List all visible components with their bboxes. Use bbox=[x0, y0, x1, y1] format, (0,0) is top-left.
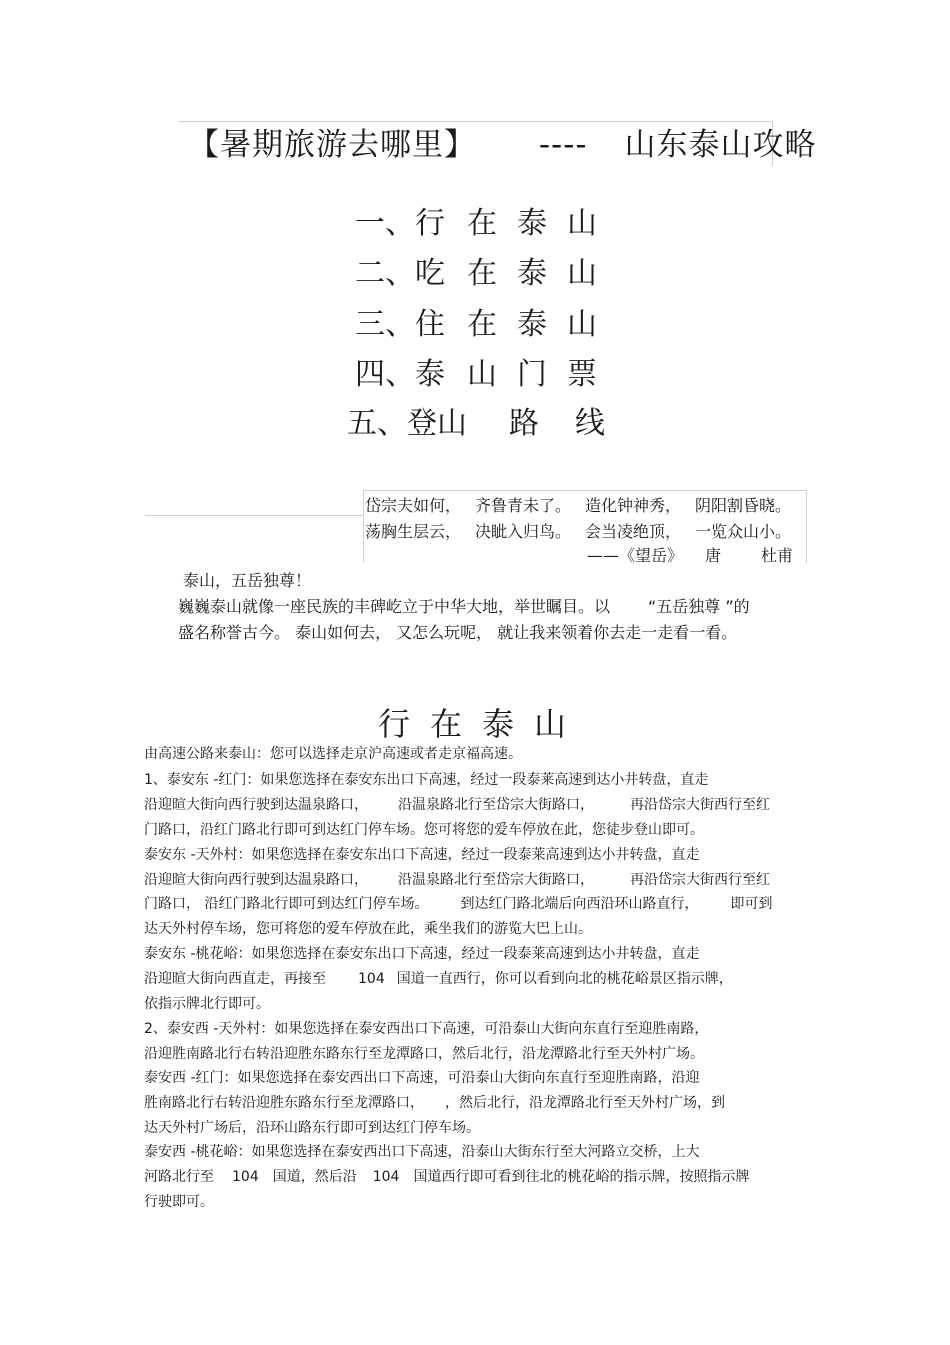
body-text: 沿迎暄大街向西行驶到达温泉路口， bbox=[144, 797, 368, 813]
intro-quote: “五岳独尊 ”的 bbox=[648, 597, 750, 616]
poem-source: ——《望岳》 bbox=[587, 546, 684, 565]
toc-char: 住 bbox=[415, 307, 445, 342]
title-separator: ---- bbox=[538, 127, 588, 163]
poem-line-2 bbox=[365, 519, 791, 542]
toc-char: 行 bbox=[415, 206, 445, 241]
body-text: 行驶即可。 bbox=[144, 1194, 214, 1210]
body-line bbox=[144, 769, 708, 789]
body-text: 胜南路北行右转沿迎胜东路东行至龙潭路口， bbox=[144, 1095, 417, 1111]
body-line bbox=[144, 1191, 214, 1211]
body-line bbox=[144, 993, 270, 1013]
body-text: 沿温泉路北行至岱宗大街路口， bbox=[398, 797, 594, 813]
body-line bbox=[144, 1117, 480, 1137]
poem-author: 杜甫 bbox=[761, 546, 794, 565]
body-text: 泰安西 -桃花峪：如果您选择在泰安西出口下高速，沿泰山大街东行至大河路立交桥，上大 bbox=[144, 1144, 700, 1160]
body-text: 沿迎暄大街向西直走，再接至 bbox=[144, 971, 326, 987]
body-line bbox=[144, 893, 772, 913]
body-text: 1、泰安东 -红门：如果您选择在泰安东出口下高速，经过一段泰莱高速到达小井转盘，直走 bbox=[144, 772, 709, 788]
body-text: 104 bbox=[232, 1169, 259, 1185]
body-text: 泰安东 -桃花峪：如果您选择在泰安东出口下高速，经过一段泰莱高速到达小井转盘，直走 bbox=[144, 946, 700, 962]
toc-char: 泰 bbox=[415, 357, 445, 392]
body-text: 由高速公路来泰山：您可以选择走京沪高速或者走京福高速。 bbox=[144, 746, 522, 762]
poem-phrase: 决眦入归鸟。 bbox=[475, 522, 572, 541]
poem-phrase: 阴阳割昏晓。 bbox=[695, 496, 792, 515]
body-line bbox=[144, 1067, 700, 1087]
body-line bbox=[144, 794, 770, 814]
toc-char: 登山 bbox=[407, 406, 467, 441]
poem-dynasty: 唐 bbox=[705, 546, 722, 565]
poem-phrase: 岱宗夫如何， bbox=[365, 496, 462, 515]
body-text: 104 bbox=[358, 971, 385, 987]
body-line bbox=[144, 844, 700, 864]
toc-char: 在 bbox=[467, 307, 497, 342]
poem-phrase: 荡胸生层云， bbox=[365, 522, 462, 541]
body-line bbox=[144, 1043, 704, 1063]
toc-char: 泰 bbox=[517, 307, 547, 342]
toc-item-1 bbox=[355, 198, 597, 242]
body-text: 再沿岱宗大街西行至红 bbox=[630, 872, 770, 888]
body-line bbox=[144, 743, 522, 763]
toc-num: 四、 bbox=[355, 357, 415, 392]
toc-num: 三、 bbox=[355, 307, 415, 342]
body-line bbox=[144, 1141, 700, 1161]
toc-char: 在 bbox=[467, 206, 497, 241]
toc-char: 在 bbox=[467, 256, 497, 291]
title-main: 【暑期旅游去哪里】 bbox=[188, 127, 476, 163]
toc-char: 线 bbox=[575, 406, 605, 441]
body-text: 沿迎暄大街向西行驶到达温泉路口， bbox=[144, 872, 368, 888]
body-text: 达天外村广场后，沿环山路东行即可到达红门停车场。 bbox=[144, 1120, 480, 1136]
toc-item-2 bbox=[355, 248, 597, 292]
body-text: 到达红门路北端后向西沿环山路直行， bbox=[460, 896, 699, 912]
poem-phrase: 一览众山小。 bbox=[695, 522, 792, 541]
body-line bbox=[144, 968, 733, 988]
body-line bbox=[144, 1018, 708, 1038]
poem-line-1 bbox=[365, 493, 791, 516]
body-text: 依指示牌北行即可。 bbox=[144, 996, 270, 1012]
toc-char: 路 bbox=[509, 406, 539, 441]
poem-phrase: 造化钟神秀， bbox=[585, 496, 682, 515]
body-line bbox=[144, 819, 704, 839]
intro-line-2 bbox=[178, 594, 750, 617]
toc-char: 门 bbox=[517, 357, 547, 392]
toc-char: 票 bbox=[567, 357, 597, 392]
body-text: 再沿岱宗大街西行至红 bbox=[630, 797, 770, 813]
body-text: 门路口，沿红门路北行即可到达红门停车场。您可将您的爱车停放在此，您徒步登山即可。 bbox=[144, 822, 704, 838]
body-text: 门路口， 沿红门路北行即可到达红门停车场。 bbox=[144, 896, 429, 912]
body-text: 即可到 bbox=[730, 896, 773, 912]
toc-char: 山 bbox=[467, 357, 497, 392]
body-line bbox=[144, 943, 700, 963]
toc-item-3 bbox=[355, 299, 597, 343]
toc-item-4 bbox=[355, 349, 597, 393]
toc-num: 五、 bbox=[347, 406, 407, 441]
page-title bbox=[188, 119, 816, 164]
body-text: 沿温泉路北行至岱宗大街路口， bbox=[398, 872, 594, 888]
toc-char: 山 bbox=[567, 206, 597, 241]
divider bbox=[145, 515, 363, 516]
section-heading: 行在泰山 bbox=[378, 705, 587, 743]
body-text: 2、泰安西 -天外村：如果您选择在泰安西出口下高速，可沿泰山大街向东直行至迎胜南路， bbox=[144, 1021, 709, 1037]
body-text: 达天外村停车场，您可将您的爱车停放在此，乘坐我们的游览大巴上山。 bbox=[144, 921, 592, 937]
body-text: 河路北行至 bbox=[144, 1169, 214, 1185]
toc-char: 吃 bbox=[415, 256, 445, 291]
body-line bbox=[144, 1092, 725, 1112]
title-sub: 山东泰山攻略 bbox=[624, 127, 817, 163]
body-text: ，然后北行，沿龙潭路北行至天外村广场，到 bbox=[445, 1095, 725, 1111]
body-line bbox=[144, 869, 770, 889]
toc-char: 泰 bbox=[517, 206, 547, 241]
toc-char: 泰 bbox=[517, 256, 547, 291]
body-text: 国道一直西行，你可以看到向北的桃花峪景区指示牌， bbox=[396, 971, 733, 987]
body-text: 国道，然后沿 bbox=[272, 1169, 357, 1185]
toc-num: 一、 bbox=[355, 206, 415, 241]
toc-num: 二、 bbox=[355, 256, 415, 291]
body-text: 泰安东 -天外村：如果您选择在泰安东出口下高速，经过一段泰莱高速到达小井转盘，直走 bbox=[144, 847, 700, 863]
poem-attribution bbox=[587, 543, 793, 566]
toc-char: 山 bbox=[567, 256, 597, 291]
poem-phrase: 会当凌绝顶， bbox=[585, 522, 682, 541]
poem-phrase: 齐鲁青未了。 bbox=[475, 496, 572, 515]
intro-line-3: 盛名称誉古今。 泰山如何去， 又怎么玩呢， 就让我来领着你去走一走看一看。 bbox=[178, 623, 738, 642]
body-line bbox=[144, 918, 592, 938]
body-line bbox=[144, 1166, 749, 1186]
body-text: 国道西行即可看到往北的桃花峪的指示牌，按照指示牌 bbox=[413, 1169, 750, 1185]
intro-text: 巍巍泰山就像一座民族的丰碑屹立于中华大地，举世瞩目。以 bbox=[178, 597, 611, 616]
toc-char: 山 bbox=[567, 307, 597, 342]
body-text: 沿迎胜南路北行右转沿迎胜东路东行至龙潭路口，然后北行，沿龙潭路北行至天外村广场。 bbox=[144, 1046, 704, 1062]
toc-item-5 bbox=[347, 398, 605, 442]
body-text: 泰安西 -红门：如果您选择在泰安西出口下高速，可沿泰山大街向东直行至迎胜南路，沿迎 bbox=[144, 1070, 700, 1086]
intro-line-1: 泰山，五岳独尊！ bbox=[183, 571, 312, 590]
body-text: 104 bbox=[372, 1169, 400, 1185]
